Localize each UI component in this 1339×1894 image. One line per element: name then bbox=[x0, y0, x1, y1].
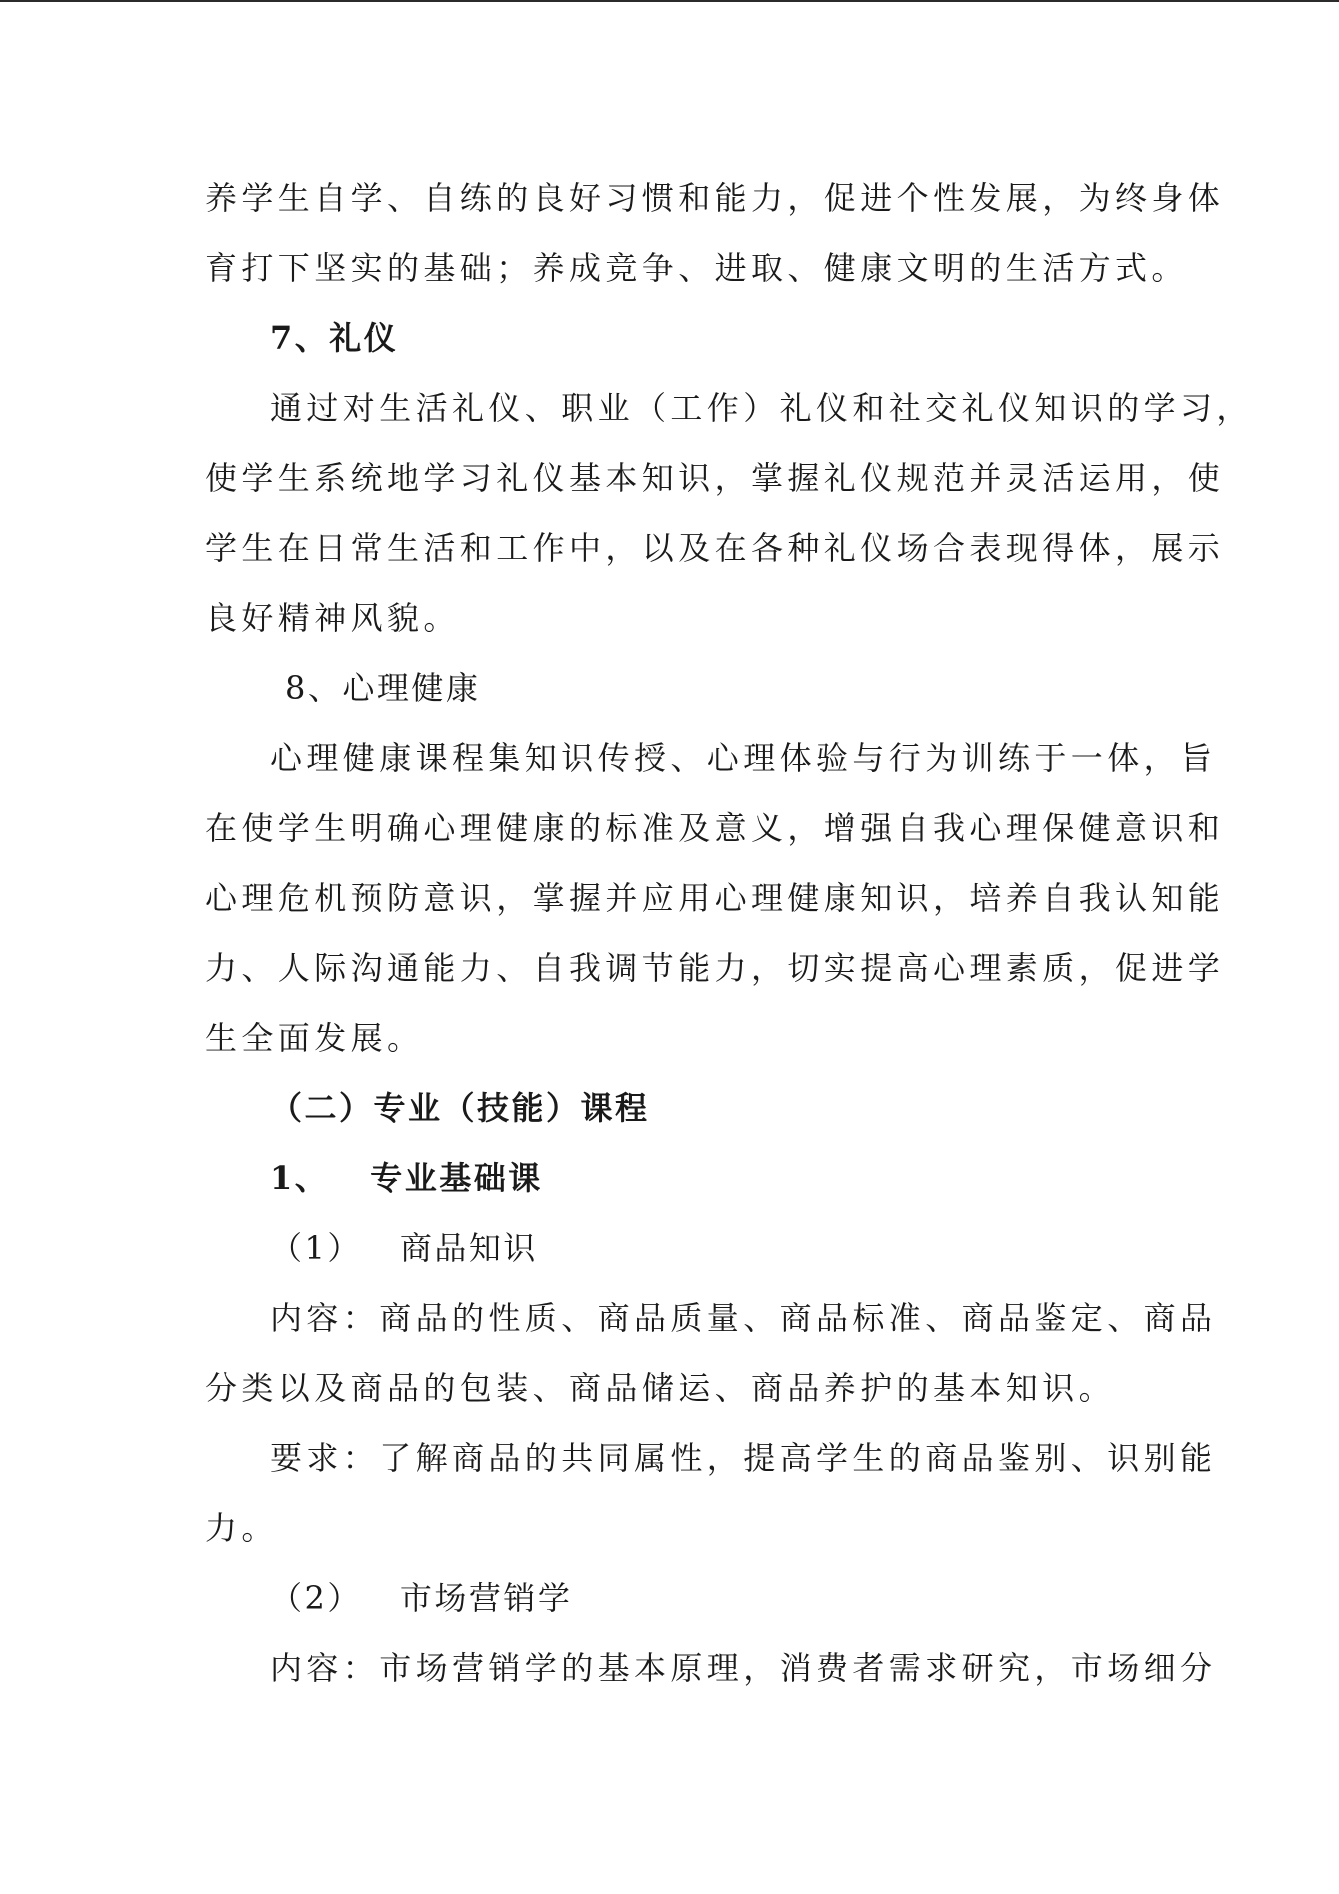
course-heading-commodity-knowledge: （1） 商品知识 bbox=[270, 1229, 538, 1267]
paragraph-line: 心理危机预防意识，掌握并应用心理健康知识，培养自我认知能 bbox=[205, 879, 1225, 917]
course-heading-marketing: （2） 市场营销学 bbox=[270, 1579, 573, 1617]
paragraph-line: 使学生系统地学习礼仪基本知识，掌握礼仪规范并灵活运用，使 bbox=[205, 459, 1225, 497]
paragraph-line: 在使学生明确心理健康的标准及意义，增强自我心理保健意识和 bbox=[205, 809, 1225, 847]
section-heading-etiquette: 7、礼仪 bbox=[270, 319, 399, 357]
section-heading-professional-courses: （二）专业（技能）课程 bbox=[270, 1089, 650, 1127]
paragraph-line: 良好精神风貌。 bbox=[205, 599, 460, 637]
course-content-line: 内容：市场营销学的基本原理，消费者需求研究，市场细分 bbox=[270, 1649, 1217, 1687]
course-content-line: 分类以及商品的包装、商品储运、商品养护的基本知识。 bbox=[205, 1369, 1116, 1407]
paragraph-line: 生全面发展。 bbox=[205, 1019, 424, 1057]
page-top-border bbox=[0, 0, 1339, 2]
paragraph-line: 心理健康课程集知识传授、心理体验与行为训练于一体，旨 bbox=[270, 739, 1217, 777]
section-heading-mental-health: 8、心理健康 bbox=[285, 669, 481, 707]
course-requirement-line: 力。 bbox=[205, 1509, 278, 1547]
course-requirement-line: 要求：了解商品的共同属性，提高学生的商品鉴别、识别能 bbox=[270, 1439, 1217, 1477]
course-content-line: 内容：商品的性质、商品质量、商品标准、商品鉴定、商品 bbox=[270, 1299, 1217, 1337]
paragraph-line: 养学生自学、自练的良好习惯和能力，促进个性发展，为终身体 bbox=[205, 179, 1225, 217]
paragraph-line: 育打下坚实的基础；养成竞争、进取、健康文明的生活方式。 bbox=[205, 249, 1188, 287]
paragraph-line: 力、人际沟通能力、自我调节能力，切实提高心理素质，促进学 bbox=[205, 949, 1225, 987]
paragraph-line: 学生在日常生活和工作中，以及在各种礼仪场合表现得体，展示 bbox=[205, 529, 1225, 567]
subsection-heading-basic-courses: 1、 专业基础课 bbox=[270, 1159, 543, 1197]
paragraph-line: 通过对生活礼仪、职业（工作）礼仪和社交礼仪知识的学习， bbox=[270, 389, 1253, 427]
